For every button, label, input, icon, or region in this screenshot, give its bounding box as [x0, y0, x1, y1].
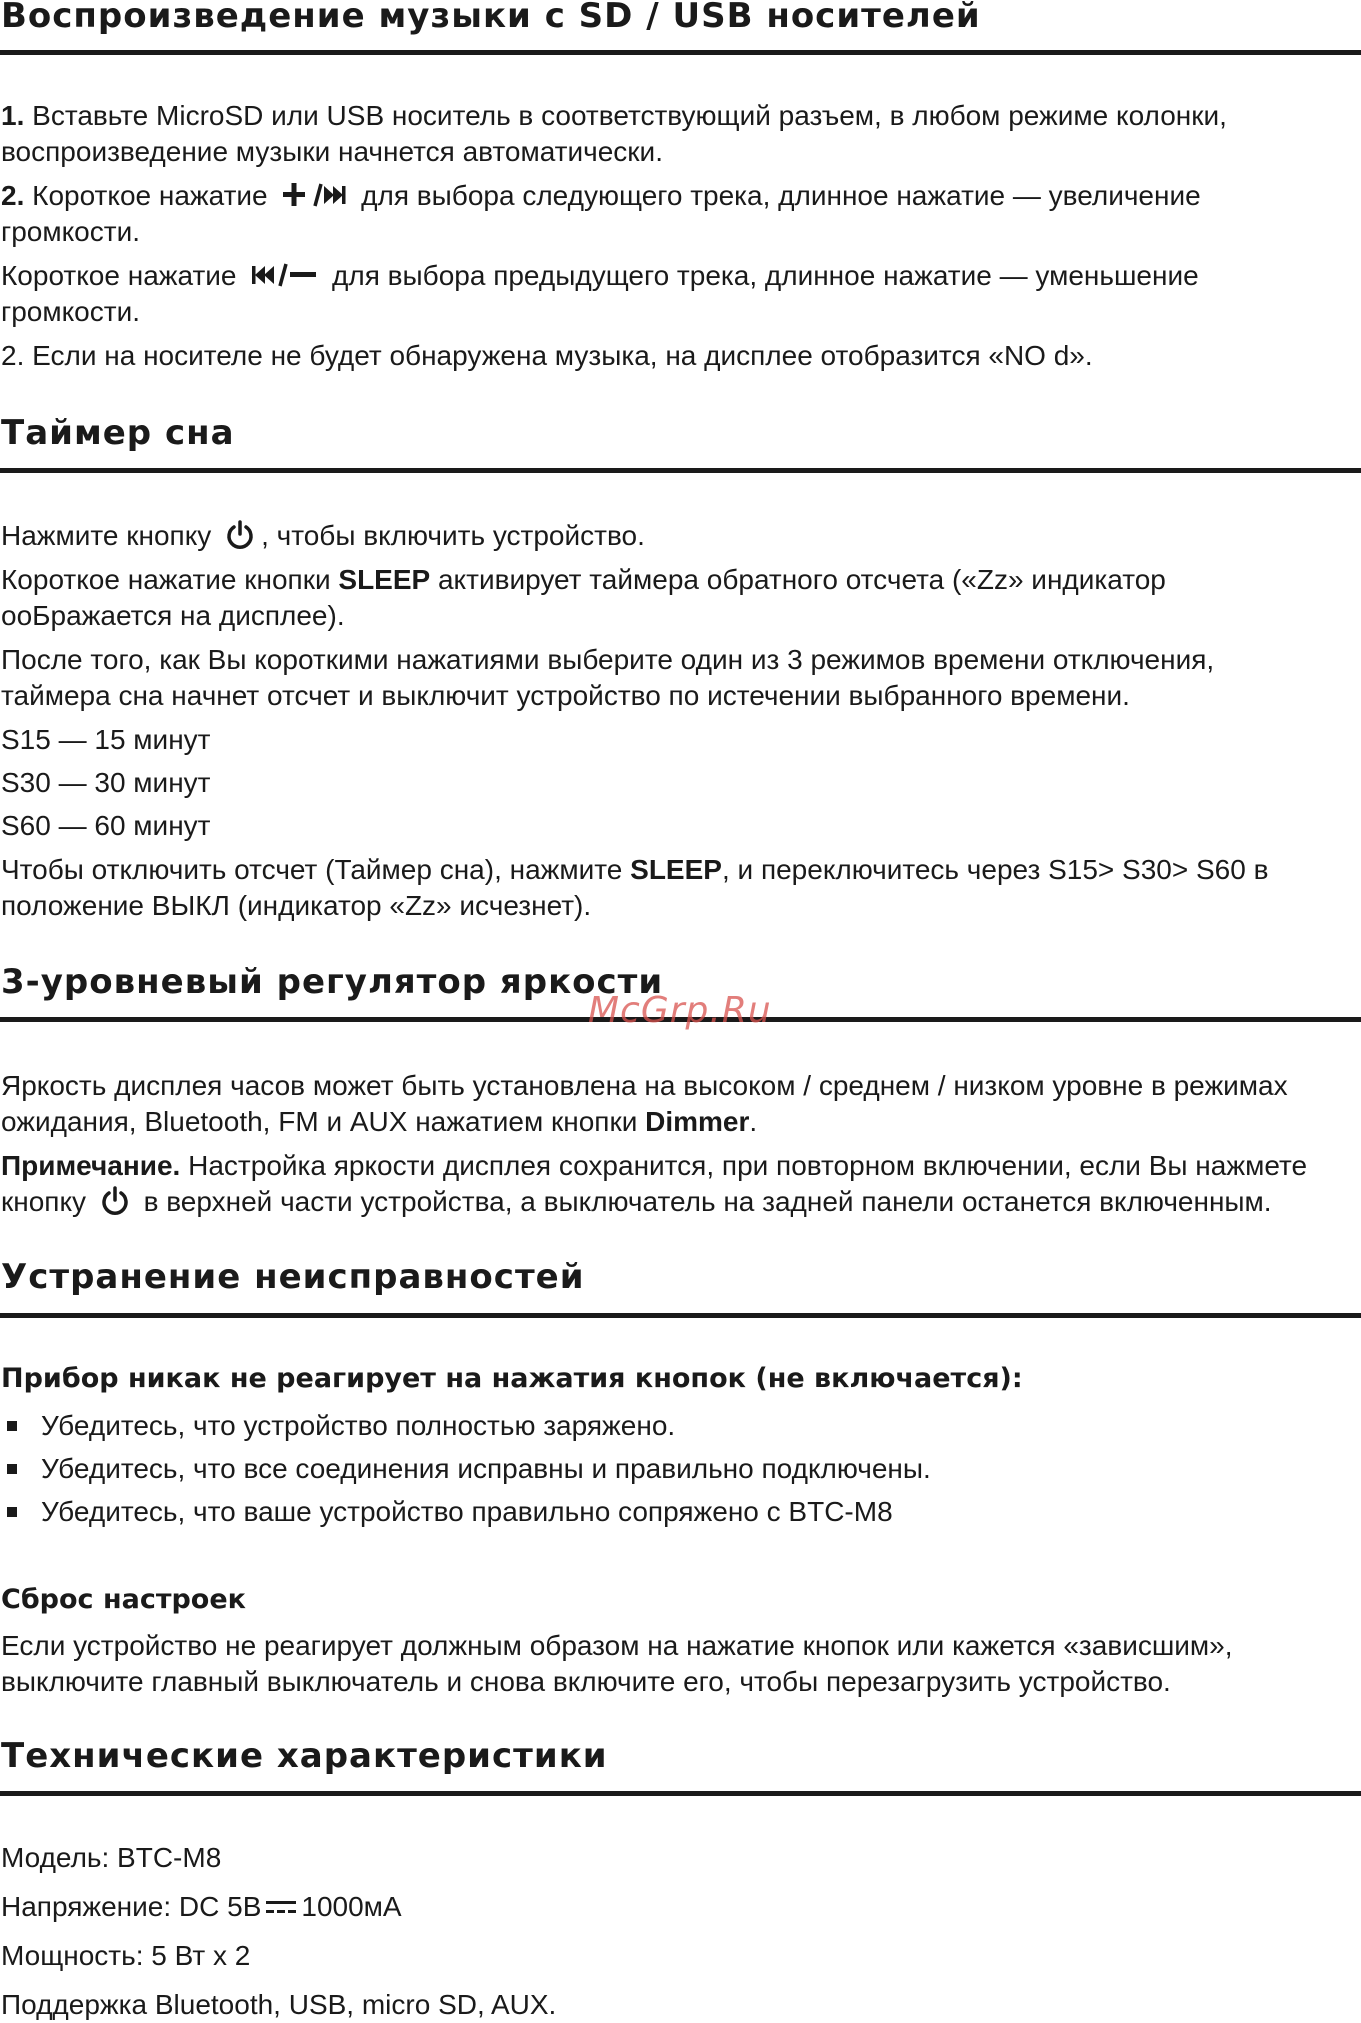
- sleep-option-s30: S30 — 30 минут: [1, 767, 211, 798]
- dimmer-note: [1, 1148, 1307, 1184]
- spec-power: Мощность: 5 Вт х 2: [1, 1940, 251, 1971]
- sleep-option-s15: S15 — 15 минут: [1, 724, 211, 755]
- text: ожидания, Bluetooth, FM и AUX нажатием кнопки: [1, 1106, 646, 1137]
- list-item: [1, 1451, 931, 1487]
- music-step-3: [1, 258, 1199, 295]
- bullet-marker: [7, 1507, 17, 1517]
- watermark: McGrp.Ru: [588, 990, 772, 1031]
- text: , и переключитесь через S15> S30> S60 в: [721, 854, 1269, 885]
- bullet-marker: [7, 1464, 17, 1474]
- text: Нажмите кнопку: [1, 520, 220, 551]
- section-title-sleep: Таймер сна: [1, 413, 235, 453]
- text: в верхней части устройства, а выключатель на задней панели останется включенным.: [135, 1186, 1272, 1217]
- dc-symbol-icon: [265, 1897, 297, 1917]
- sleep-modes-intro-cont: таймера сна начнет отсчет и выключит устройство по истечении выбранного времени.: [1, 680, 1130, 711]
- text: .: [749, 1106, 758, 1137]
- text: активирует таймера обратного отсчета («Zz» индикатор: [430, 564, 1166, 595]
- text: Настройка яркости дисплея сохранится, при повторном включении, если Вы нажмете: [180, 1150, 1308, 1181]
- section-rule: [0, 468, 1361, 473]
- section-title-music: Воспроизведение музыки с SD / USB носителей: [1, 0, 981, 36]
- reset-desc-cont: выключите главный выключатель и снова включите его, чтобы перезагрузить устройство.: [1, 1666, 1171, 1697]
- section-title-dimmer: 3-уровневый регулятор яркости: [1, 962, 664, 1002]
- dimmer-key-label: Dimmer: [645, 1106, 750, 1137]
- reset-desc: Если устройство не реагирует должным образом на нажатие кнопок или кажется «зависшим»,: [1, 1630, 1233, 1661]
- sleep-modes-intro: После того, как Вы короткими нажатиями выберите один из 3 режимов времени отключения,: [1, 644, 1215, 675]
- sleep-power-on: [1, 518, 645, 556]
- sleep-activate-cont: ооБражается на дисплее).: [1, 600, 345, 631]
- list-item-text: Убедитесь, что устройство полностью заряжено.: [41, 1410, 676, 1441]
- prev-minus-icon: [250, 261, 318, 289]
- list-item-text: Убедитесь, что ваше устройство правильно сопряжено с BTC-M8: [41, 1496, 893, 1527]
- step-text: Короткое нажатие: [24, 180, 276, 211]
- music-note: 2. Если на носителе не будет обнаружена музыка, на дисплее отобразится «NO d».: [1, 340, 1093, 371]
- dimmer-desc-cont: [1, 1104, 757, 1140]
- step-number: 1.: [1, 100, 25, 131]
- trouble-subhead-power: Прибор никак не реагирует на нажатия кнопок (не включается):: [1, 1363, 1023, 1394]
- step-text: Короткое нажатие: [1, 260, 245, 291]
- note-label: Примечание.: [1, 1150, 181, 1181]
- music-step-2: [1, 178, 1201, 215]
- music-step-2-cont: громкости.: [1, 216, 140, 247]
- text: 1000мА: [301, 1891, 402, 1922]
- bullet-marker: [7, 1421, 17, 1431]
- sleep-activate: [1, 562, 1166, 598]
- plus-next-icon: [281, 181, 347, 209]
- sleep-off-cont: положение ВЫКЛ (индикатор «Zz» исчезнет).: [1, 890, 592, 921]
- sleep-off: [1, 852, 1268, 888]
- spec-voltage: [1, 1889, 402, 1925]
- list-item: [1, 1494, 893, 1530]
- music-step-1: [1, 98, 1227, 134]
- list-item-text: Убедитесь, что все соединения исправны и правильно подключены.: [41, 1453, 931, 1484]
- trouble-subhead-reset: Сброс настроек: [1, 1584, 246, 1615]
- step-text-2: для выбора предыдущего трека, длинное нажатие — уменьшение: [324, 260, 1199, 291]
- dimmer-note-cont: [1, 1184, 1272, 1222]
- step-text-2: для выбора следующего трека, длинное нажатие — увеличение: [353, 180, 1201, 211]
- section-rule: [0, 50, 1361, 55]
- text: Напряжение: DC 5В: [1, 1891, 262, 1922]
- section-title-specs: Технические характеристики: [1, 1736, 608, 1776]
- section-rule: [0, 1313, 1361, 1318]
- list-item: [1, 1408, 675, 1444]
- spec-model: Модель: BTC-M8: [1, 1842, 222, 1873]
- text: Чтобы отключить отсчет (Таймер сна), нажмите: [1, 854, 631, 885]
- section-title-trouble: Устранение неисправностей: [1, 1257, 585, 1297]
- text: , чтобы включить устройство.: [261, 520, 645, 551]
- power-icon: [225, 520, 255, 550]
- step-text: Вставьте MicroSD или USB носитель в соответствующий разъем, в любом режиме колонки,: [24, 100, 1227, 131]
- music-step-3-cont: громкости.: [1, 296, 140, 327]
- sleep-key-label: SLEEP: [630, 854, 722, 885]
- step-number: 2.: [1, 180, 25, 211]
- sleep-option-s60: S60 — 60 минут: [1, 810, 211, 841]
- section-rule: [0, 1791, 1361, 1796]
- music-step-1-cont: воспроизведение музыки начнется автоматически.: [1, 136, 663, 167]
- sleep-key-label: SLEEP: [338, 564, 431, 595]
- text: Короткое нажатие кнопки: [1, 564, 339, 595]
- text: кнопку: [1, 1186, 94, 1217]
- dimmer-desc: Яркость дисплея часов может быть установлена на высоком / среднем / низком уровне в режимах: [1, 1070, 1288, 1101]
- power-icon: [100, 1186, 130, 1216]
- spec-support: Поддержка Bluetooth, USB, micro SD, AUX.: [1, 1989, 557, 2020]
